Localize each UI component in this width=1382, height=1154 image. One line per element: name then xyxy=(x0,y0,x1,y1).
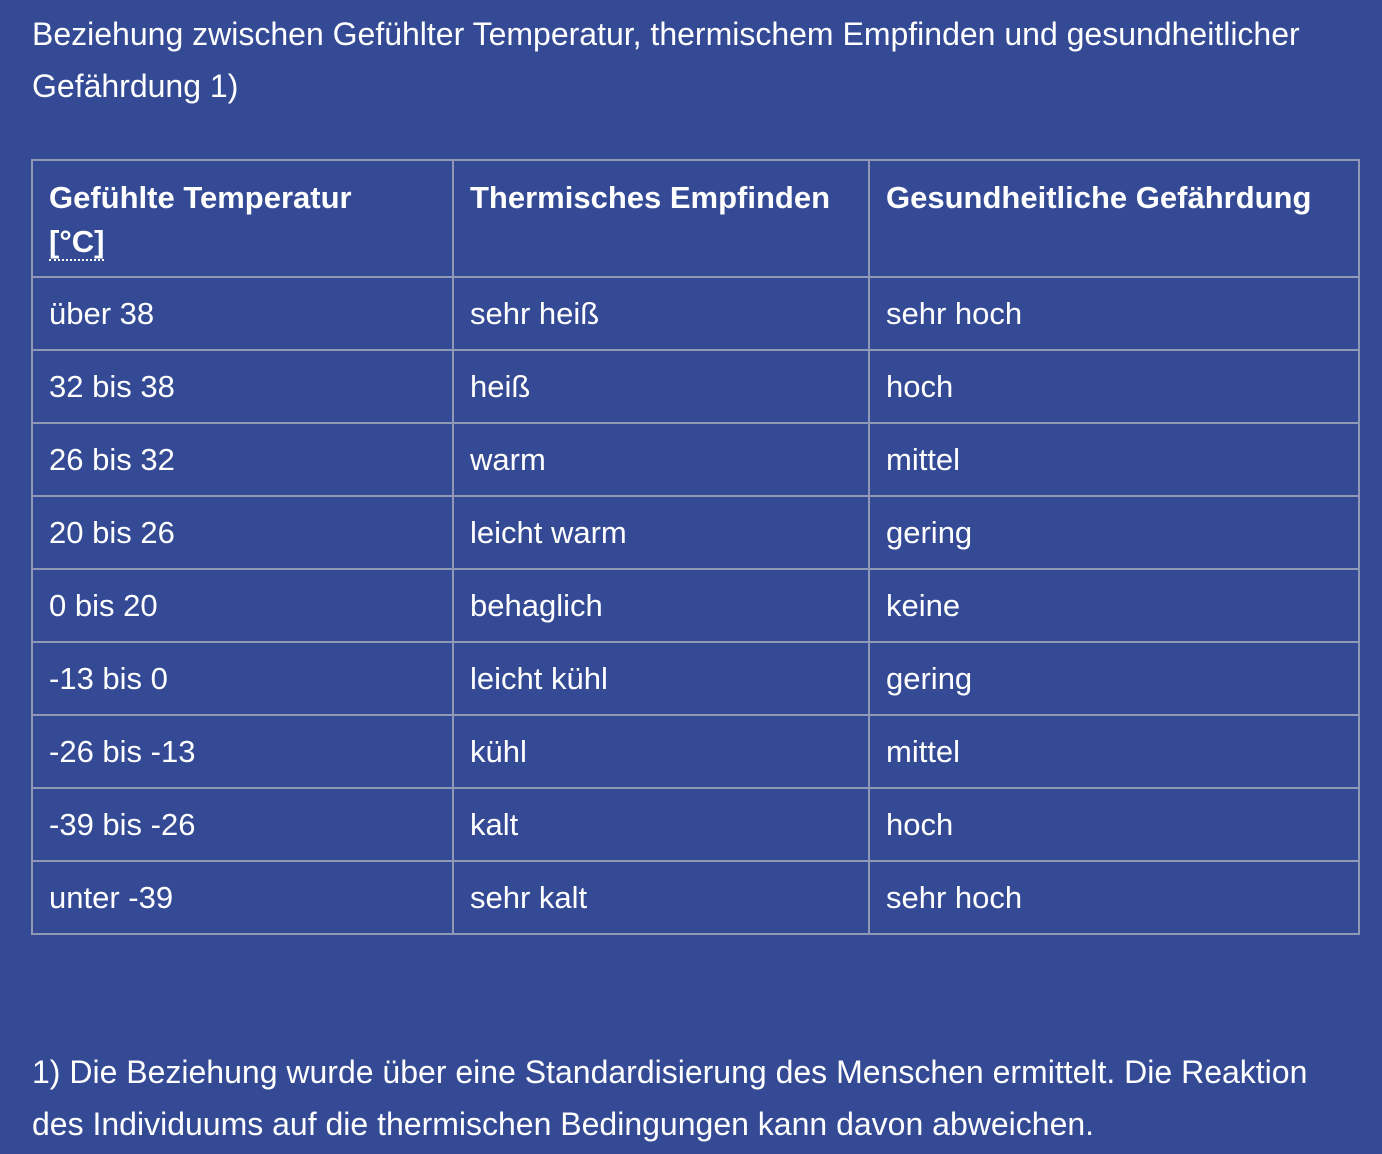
header-sensation: Thermisches Empfinden xyxy=(453,160,869,277)
header-temperature-label: Gefühlte Temperatur xyxy=(49,180,352,215)
cell-sensation: sehr kalt xyxy=(453,861,869,934)
cell-sensation: kalt xyxy=(453,788,869,861)
table-row xyxy=(32,423,1359,496)
cell-risk: gering xyxy=(869,496,1359,569)
cell-temperature: -26 bis -13 xyxy=(32,715,453,788)
cell-sensation: warm xyxy=(453,423,869,496)
header-temperature xyxy=(32,160,453,277)
table-row xyxy=(32,715,1359,788)
cell-temperature: 26 bis 32 xyxy=(32,423,453,496)
unit-abbreviation[interactable]: [°C] xyxy=(49,224,105,259)
table-row xyxy=(32,642,1359,715)
cell-temperature: 0 bis 20 xyxy=(32,569,453,642)
cell-temperature: -13 bis 0 xyxy=(32,642,453,715)
temperature-table xyxy=(31,159,1360,935)
cell-temperature: unter -39 xyxy=(32,861,453,934)
cell-sensation: leicht warm xyxy=(453,496,869,569)
cell-temperature: -39 bis -26 xyxy=(32,788,453,861)
cell-temperature: 32 bis 38 xyxy=(32,350,453,423)
table-body xyxy=(32,277,1359,934)
table-row xyxy=(32,350,1359,423)
cell-sensation: heiß xyxy=(453,350,869,423)
cell-risk: sehr hoch xyxy=(869,277,1359,350)
page-title: Beziehung zwischen Gefühlter Temperatur, thermischem Empfinden und gesundheitlicher Gefährdung 1) xyxy=(32,16,1300,104)
header-row xyxy=(32,160,1359,277)
cell-temperature: 20 bis 26 xyxy=(32,496,453,569)
cell-sensation: kühl xyxy=(453,715,869,788)
cell-risk: sehr hoch xyxy=(869,861,1359,934)
cell-risk: mittel xyxy=(869,423,1359,496)
table-row xyxy=(32,861,1359,934)
table-row xyxy=(32,496,1359,569)
cell-risk: mittel xyxy=(869,715,1359,788)
table-row xyxy=(32,569,1359,642)
cell-temperature: über 38 xyxy=(32,277,453,350)
header-risk: Gesundheitliche Gefährdung xyxy=(869,160,1359,277)
cell-sensation: leicht kühl xyxy=(453,642,869,715)
cell-sensation: behaglich xyxy=(453,569,869,642)
table-header xyxy=(32,160,1359,277)
cell-risk: gering xyxy=(869,642,1359,715)
cell-risk: hoch xyxy=(869,788,1359,861)
table-row xyxy=(32,277,1359,350)
cell-risk: keine xyxy=(869,569,1359,642)
footnote: 1) Die Beziehung wurde über eine Standardisierung des Menschen ermittelt. Die Reaktion des Individuums auf die thermischen Bedingungen kann davon abweichen. xyxy=(32,1054,1308,1142)
table-row xyxy=(32,788,1359,861)
cell-sensation: sehr heiß xyxy=(453,277,869,350)
cell-risk: hoch xyxy=(869,350,1359,423)
